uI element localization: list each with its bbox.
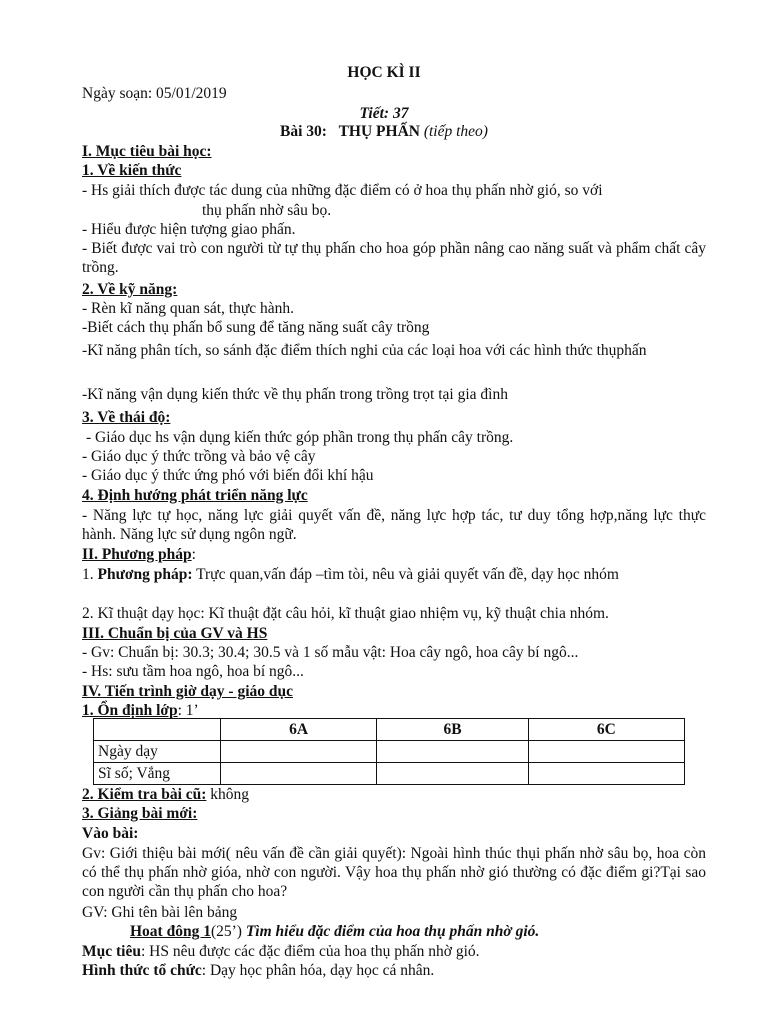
prep-date: Ngày soạn: 05/01/2019 xyxy=(82,85,227,102)
stabilize-title: 1. Ổn định lớp xyxy=(82,702,178,719)
attitude-item-2: - Giáo dục ý thức trồng và bảo vệ cây xyxy=(82,448,316,465)
table-cell xyxy=(377,763,528,785)
intro-text: Gv: Giới thiệu bài mới( nêu vấn đề cần giải quyết): Ngoài hình thúc thụi phấn nhờ sâu bọ, hoa còn có thể thụ phấn nhờ gióa, nhờ con người. Vậy hoa thụ phấn nhờ gió thường có đặc điểm gi?Tại sao con người cần thụ phấn cho hoa? xyxy=(82,845,706,900)
stabilize-time: : 1’ xyxy=(177,702,199,719)
term-title: HỌC KÌ II xyxy=(347,64,421,81)
method-item-1-text: Trực quan,vấn đáp –tìm tòi, nêu và giải quyết vấn đề, dạy học nhóm xyxy=(192,566,619,583)
table-row xyxy=(94,763,685,785)
activity-1-org-text: : Dạy học phân hóa, dạy học cá nhân. xyxy=(201,962,435,979)
table-header-cell: 6C xyxy=(528,719,684,741)
skills-title: 2. Về kỹ năng: xyxy=(82,281,178,298)
teacher-note: GV: Ghi tên bài lên bảng xyxy=(82,904,238,921)
activity-1-time: (25’) xyxy=(210,923,246,940)
skill-item-4: -Kĩ năng vận dụng kiến thức về thụ phấn trong trồng trọt tại gia đình xyxy=(82,386,508,403)
knowledge-item-3: - Biết được vai trò con người từ tự thụ phấn cho hoa góp phần nâng cao năng suất và phẩm chất cây trồng. xyxy=(82,240,706,276)
preparation-student: - Hs: sưu tầm hoa ngô, hoa bí ngô... xyxy=(82,663,304,680)
table-cell xyxy=(528,763,684,785)
skill-item-1: - Rèn kĩ năng quan sát, thực hành. xyxy=(82,300,295,317)
table-cell xyxy=(221,741,377,763)
activity-1-goal xyxy=(82,942,706,961)
section-procedure-title: IV. Tiến trình giờ dạy - giáo dục xyxy=(82,683,293,700)
table-header-cell: 6B xyxy=(377,719,528,741)
attendance-table xyxy=(93,718,685,785)
table-header-row xyxy=(94,719,685,741)
activity-1-organization xyxy=(82,961,706,980)
section-method-heading xyxy=(82,545,706,564)
table-cell xyxy=(377,741,528,763)
table-header-cell: 6A xyxy=(221,719,377,741)
table-cell xyxy=(221,763,377,785)
old-lesson-check xyxy=(82,785,706,804)
knowledge-item-2: - Hiểu được hiện tượng giao phấn. xyxy=(82,221,296,238)
method-item-1 xyxy=(82,565,706,584)
knowledge-item-1b: thụ phấn nhờ sâu bọ. xyxy=(202,202,332,219)
activity-1-org-label: Hình thức tổ chức xyxy=(82,962,202,979)
skill-item-3: -Kĩ năng phân tích, so sánh đặc điểm thích nghi của các loại hoa với các hình thức thụphấn xyxy=(82,342,647,359)
new-lesson-title: 3. Giảng bài mới: xyxy=(82,805,198,822)
section-method-colon: : xyxy=(191,546,196,563)
period-number: Tiết: 37 xyxy=(359,105,409,122)
section-method-title: II. Phương pháp xyxy=(82,546,192,563)
section-preparation-title: III. Chuẩn bị của GV và HS xyxy=(82,625,268,642)
lesson-heading xyxy=(0,122,768,141)
table-row-label: Ngày dạy xyxy=(94,741,221,763)
competence-title: 4. Định hướng phát triển năng lực xyxy=(82,487,308,504)
section-objectives-title: I. Mục tiêu bài học: xyxy=(82,143,212,160)
skill-item-2: -Biết cách thụ phấn bổ sung để tăng năng suất cây trồng xyxy=(82,319,430,336)
lesson-subtitle: (tiếp theo) xyxy=(423,123,488,140)
activity-1-title: Tìm hiểu đặc điểm của hoa thụ phấn nhờ gió. xyxy=(245,923,540,940)
activity-1-goal-label: Mục tiêu xyxy=(82,943,141,960)
activity-1-label: Hoat đông 1 xyxy=(130,923,211,940)
lesson-title: THỤ PHẤN xyxy=(338,123,420,140)
knowledge-title: 1. Về kiến thức xyxy=(82,162,182,179)
old-lesson-check-value: không xyxy=(206,786,250,803)
competence-item-1: - Năng lực tự học, năng lực giải quyết vấn đề, năng lực hợp tác, tư duy tổng hợp,năng lực thực hành. Năng lực sử dụng ngôn ngữ. xyxy=(82,507,706,543)
method-item-1-number: 1. xyxy=(82,566,98,583)
lesson-number: Bài 30: xyxy=(280,123,327,140)
preparation-teacher: - Gv: Chuẩn bị: 30.3; 30.4; 30.5 và 1 số mẫu vật: Hoa cây ngô, hoa cây bí ngô... xyxy=(82,644,579,661)
table-row xyxy=(94,741,685,763)
table-cell xyxy=(528,741,684,763)
table-header-cell xyxy=(94,719,221,741)
old-lesson-check-title: 2. Kiểm tra bài cũ: xyxy=(82,786,207,803)
attitude-item-3: - Giáo dục ý thức ứng phó với biến đổi khí hậu xyxy=(82,467,374,484)
activity-1-goal-text: : HS nêu được các đặc điểm của hoa thụ phấn nhờ gió. xyxy=(140,943,480,960)
attitude-item-1: - Giáo dục hs vận dụng kiến thức góp phần trong thụ phấn cây trồng. xyxy=(86,429,514,446)
intro-title: Vào bài: xyxy=(82,825,139,842)
activity-1-heading xyxy=(130,922,706,941)
attitude-title: 3. Về thái độ: xyxy=(82,409,171,426)
table-row-label: Sĩ số; Vắng xyxy=(94,763,221,785)
method-item-2: 2. Kĩ thuật dạy học: Kĩ thuật đặt câu hỏi, kĩ thuật giao nhiệm vụ, kỹ thuật chia nhóm. xyxy=(82,605,609,622)
knowledge-item-1a: - Hs giải thích được tác dung của những đặc điểm có ở hoa thụ phấn nhờ gió, so với xyxy=(82,182,603,199)
method-item-1-label: Phương pháp: xyxy=(97,566,193,583)
